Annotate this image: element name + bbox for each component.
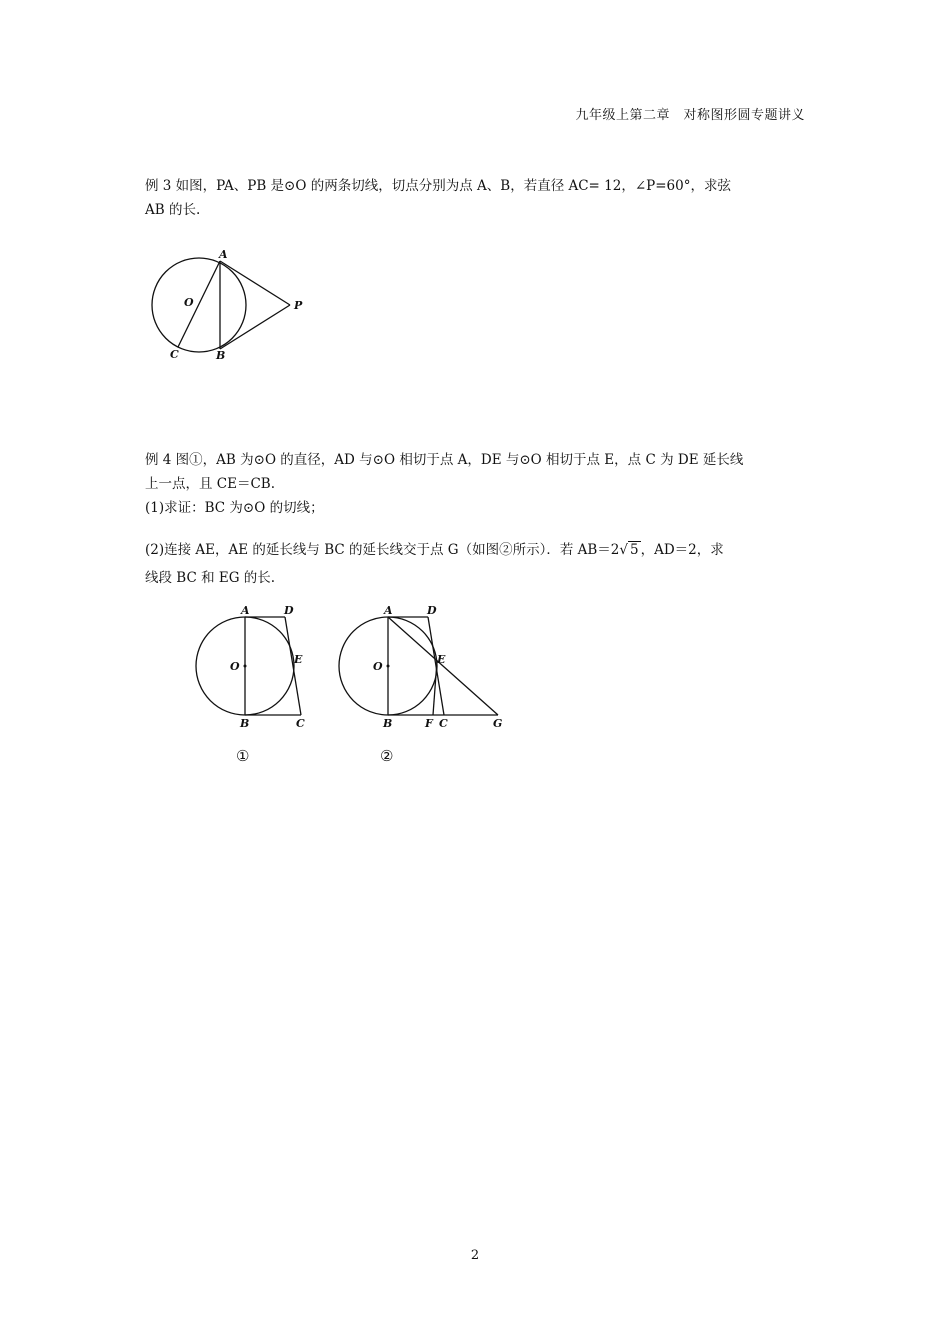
fig3-label-c: C [170, 348, 179, 361]
sqrt-radicand: 5 [629, 542, 639, 558]
page-number: 2 [470, 1248, 480, 1263]
fig3-label-o: O [184, 296, 194, 309]
fig4b-label-d: D [427, 604, 437, 617]
figure-4-2 [333, 605, 513, 735]
fig4b-line-ef [433, 661, 437, 715]
fig4a-label-a: A [241, 604, 250, 617]
page-header: 九年级上第二章 对称图形圆专题讲义 [575, 108, 805, 123]
fig4b-line-ag [388, 617, 498, 715]
example-3-line-1: 例 3 如图，PA、PB 是⊙O 的两条切线，切点分别为点 A、B，若直径 AC= 12，∠P=60°，求弦 [145, 178, 731, 194]
example-4-part-1: (1)求证：BC 为⊙O 的切线； [145, 500, 324, 516]
example-4-last-line: 线段 BC 和 EG 的长. [145, 570, 276, 586]
fig4a-label-b: B [240, 717, 250, 730]
fig3-label-b: B [216, 349, 226, 362]
fig4a-label-c: C [296, 717, 305, 730]
example-3-text [145, 174, 810, 222]
example-4-text [145, 448, 810, 520]
fig4b-label-f: F [425, 717, 433, 730]
fig4a-label-d: D [284, 604, 294, 617]
figure-4-1-caption: ① [236, 747, 250, 765]
part-2-text-b: ，AD＝2，求 [640, 542, 724, 558]
fig3-label-a: A [219, 248, 228, 261]
fig4b-label-g: G [493, 717, 503, 730]
fig4a-label-o: O [230, 660, 240, 673]
fig4b-center-dot [387, 665, 390, 668]
fig4b-label-a: A [384, 604, 393, 617]
fig4b-label-b: B [383, 717, 393, 730]
figure-4-2-caption: ② [380, 747, 394, 765]
fig4a-center-dot [244, 665, 247, 668]
fig4b-label-e: E [437, 653, 446, 666]
fig4a-label-e: E [294, 653, 303, 666]
figure-4-1 [190, 605, 320, 735]
example-4-part-2 [145, 536, 810, 592]
fig4b-label-c: C [439, 717, 448, 730]
example-4-line-2: 上一点，且 CE＝CB. [145, 476, 276, 492]
fig3-label-p: P [294, 299, 303, 312]
fig4a-line-dc [285, 617, 301, 715]
sqrt-expression: √ 5 [619, 542, 639, 558]
example-4-line-1: 例 4 图①，AB 为⊙O 的直径，AD 与⊙O 相切于点 A，DE 与⊙O 相切于点 E，点 C 为 DE 延长线 [145, 452, 744, 468]
fig3-tangent-pa [220, 261, 290, 305]
example-3-line-2: AB 的长. [145, 202, 201, 218]
figure-3 [140, 245, 320, 370]
fig3-tangent-pb [220, 305, 290, 349]
fig4b-label-o: O [373, 660, 383, 673]
part-2-text-a: (2)连接 AE，AE 的延长线与 BC 的延长线交于点 G（如图②所示）．若 AB＝2 [145, 542, 620, 558]
